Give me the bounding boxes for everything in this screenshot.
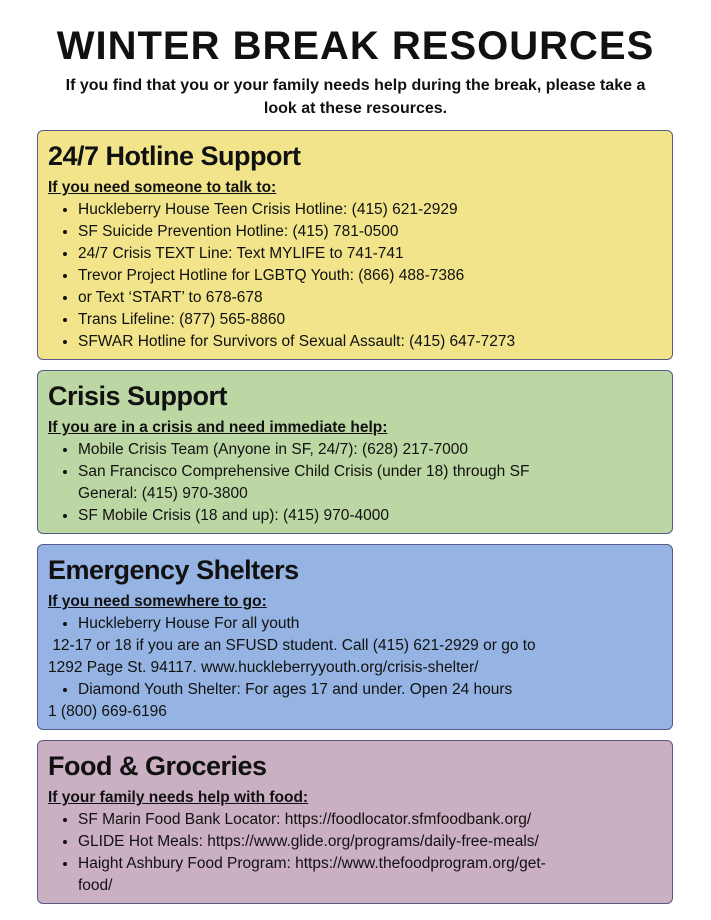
section-heading: Emergency Shelters <box>48 555 299 585</box>
section-heading: Food & Groceries <box>48 751 267 781</box>
list-item: • Trans Lifeline: (877) 565-8860 <box>78 309 662 331</box>
section-lead: If your family needs help with food: <box>48 789 309 806</box>
list-item: • Diamond Youth Shelter: For ages 17 and under. Open 24 hours <box>78 679 662 701</box>
hotline-section <box>37 130 673 360</box>
shelter-detail: 12-17 or 18 if you are an SFUSD student. Call (415) 621-2929 or go to <box>48 637 536 654</box>
list-item: • or Text ‘START’ to 678-678 <box>78 287 662 309</box>
page-subtitle: If you find that you or your family needs help during the break, please take a look at these resources. <box>65 77 646 117</box>
shelters-list-1 <box>48 613 662 635</box>
list-item: • GLIDE Hot Meals: https://www.glide.org/programs/daily-free-meals/ <box>78 831 578 853</box>
shelters-section <box>37 544 673 730</box>
food-section <box>37 740 673 904</box>
shelter-detail: 1 (800) 669-6196 <box>48 703 167 720</box>
list-item: • Haight Ashbury Food Program: https://www.thefoodprogram.org/get-food/ <box>78 853 578 897</box>
list-item: • SF Suicide Prevention Hotline: (415) 781-0500 <box>78 221 662 243</box>
list-item: • SF Marin Food Bank Locator: https://foodlocator.sfmfoodbank.org/ <box>78 809 578 831</box>
section-heading: Crisis Support <box>48 381 228 411</box>
section-heading: 24/7 Hotline Support <box>48 141 301 171</box>
list-item: • Trevor Project Hotline for LGBTQ Youth: (866) 488-7386 <box>78 265 662 287</box>
shelters-list-2 <box>48 679 662 701</box>
list-item: • SFWAR Hotline for Survivors of Sexual Assault: (415) 647-7273 <box>78 331 662 353</box>
hotline-list <box>48 199 662 353</box>
list-item: • Mobile Crisis Team (Anyone in SF, 24/7): (628) 217-7000 <box>78 439 558 461</box>
page-title: WINTER BREAK RESOURCES <box>56 24 655 68</box>
list-item: • Huckleberry House Teen Crisis Hotline: (415) 621-2929 <box>78 199 662 221</box>
section-lead: If you need someone to talk to: <box>48 179 277 196</box>
crisis-list <box>48 439 558 527</box>
food-list <box>48 809 578 897</box>
list-item: • 24/7 Crisis TEXT Line: Text MYLIFE to 741-741 <box>78 243 662 265</box>
section-lead: If you are in a crisis and need immediate help: <box>48 419 388 436</box>
list-item: • San Francisco Comprehensive Child Crisis (under 18) through SF General: (415) 970-3800 <box>78 461 558 505</box>
section-lead: If you need somewhere to go: <box>48 593 267 610</box>
crisis-section <box>37 370 673 534</box>
list-item: • Huckleberry House For all youth <box>78 613 662 635</box>
shelter-detail: 1292 Page St. 94117. www.huckleberryyouth.org/crisis-shelter/ <box>48 659 479 676</box>
list-item: • SF Mobile Crisis (18 and up): (415) 970-4000 <box>78 505 558 527</box>
